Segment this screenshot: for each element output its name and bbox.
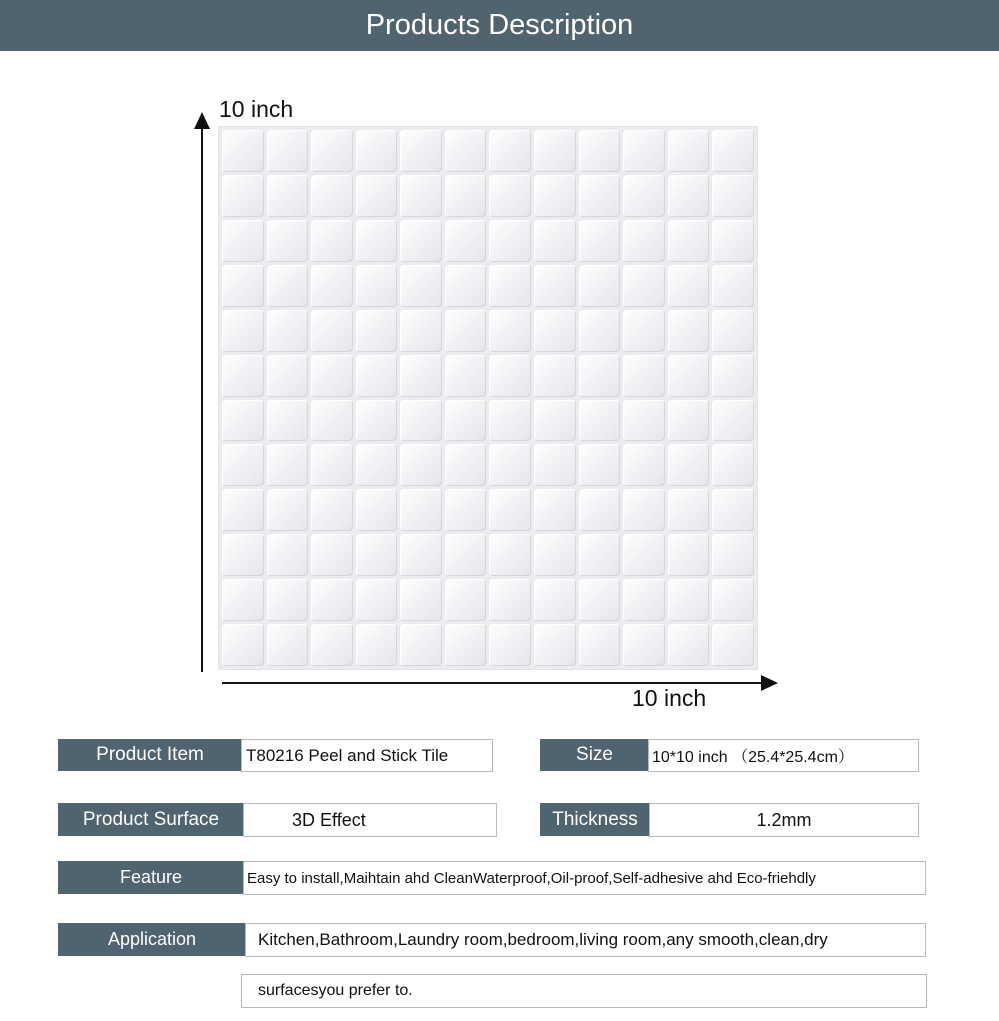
tile-cell: [534, 310, 576, 352]
header-banner: [0, 0, 999, 51]
tile-cell: [668, 130, 710, 172]
tile-cell: [356, 624, 398, 666]
tile-cell: [668, 534, 710, 576]
application-value-line2: [241, 974, 927, 1008]
tile-cell: [489, 175, 531, 217]
product-surface-label-text: Product Surface: [82, 808, 220, 830]
application-value-line1-text: Kitchen,Bathroom,Laundry room,bedroom,living room,any smooth,clean,dry: [258, 930, 828, 949]
tile-cell: [311, 355, 353, 397]
tile-cell: [712, 400, 754, 442]
thickness-value-text: 1.2mm: [756, 809, 812, 830]
tile-product-image: [218, 126, 758, 670]
tile-cell: [267, 579, 309, 621]
tile-cell: [579, 175, 621, 217]
tile-cell: [712, 220, 754, 262]
tile-cell: [311, 579, 353, 621]
tile-cell: [534, 489, 576, 531]
tile-cell: [712, 175, 754, 217]
tile-cell: [445, 175, 487, 217]
product-surface-value-text: 3D Effect: [292, 809, 366, 830]
tile-cell: [311, 624, 353, 666]
feature-value: [243, 861, 926, 895]
tile-cell: [668, 489, 710, 531]
vertical-dimension-label: 10 inch: [219, 96, 294, 122]
tile-cell: [267, 355, 309, 397]
tile-cell: [445, 400, 487, 442]
tile-cell: [579, 355, 621, 397]
product-item-value: [241, 739, 493, 772]
tile-cell: [222, 489, 264, 531]
tile-cell: [400, 534, 442, 576]
application-value-line1: [245, 923, 926, 957]
tile-cell: [356, 175, 398, 217]
product-surface-value: [243, 803, 497, 837]
tile-cell: [534, 624, 576, 666]
tile-cell: [356, 265, 398, 307]
tile-cell: [311, 310, 353, 352]
feature-label: [58, 861, 244, 894]
tile-cell: [623, 175, 665, 217]
tile-cell: [311, 400, 353, 442]
tile-cell: [356, 310, 398, 352]
tile-cell: [489, 624, 531, 666]
tile-cell: [222, 444, 264, 486]
size-label: [540, 739, 649, 771]
tile-cell: [445, 355, 487, 397]
tile-cell: [356, 444, 398, 486]
tile-cell: [222, 175, 264, 217]
tile-cell: [489, 310, 531, 352]
tile-cell: [311, 489, 353, 531]
tile-cell: [267, 265, 309, 307]
tile-cell: [267, 534, 309, 576]
tile-cell: [311, 130, 353, 172]
tile-cell: [623, 624, 665, 666]
tile-cell: [445, 534, 487, 576]
tile-cell: [668, 265, 710, 307]
size-value: [648, 739, 919, 772]
tile-cell: [534, 220, 576, 262]
tile-cell: [356, 355, 398, 397]
thickness-value: [649, 803, 919, 837]
product-item-value-text: T80216 Peel and Stick Tile: [246, 745, 449, 765]
tile-cell: [311, 534, 353, 576]
tile-cell: [445, 220, 487, 262]
tile-cell: [445, 444, 487, 486]
tile-cell: [267, 400, 309, 442]
tile-cell: [222, 534, 264, 576]
tile-cell: [267, 220, 309, 262]
tile-cell: [356, 489, 398, 531]
horizontal-arrow-head-icon: [761, 675, 778, 691]
tile-cell: [489, 534, 531, 576]
size-label-text: Size: [576, 744, 613, 765]
tile-cell: [445, 265, 487, 307]
tile-cell: [668, 624, 710, 666]
tile-cell: [267, 310, 309, 352]
tile-cell: [712, 130, 754, 172]
tile-cell: [267, 175, 309, 217]
tile-cell: [400, 400, 442, 442]
tile-cell: [311, 265, 353, 307]
tile-cell: [222, 310, 264, 352]
tile-cell: [267, 130, 309, 172]
tile-cell: [222, 355, 264, 397]
tile-cell: [579, 400, 621, 442]
tile-cell: [489, 130, 531, 172]
tile-cell: [400, 265, 442, 307]
tile-cell: [356, 534, 398, 576]
product-item-label-text: Product Item: [96, 744, 204, 765]
tile-cell: [356, 579, 398, 621]
tile-cell: [623, 220, 665, 262]
tile-cell: [534, 534, 576, 576]
tile-cell: [579, 220, 621, 262]
tile-cell: [579, 444, 621, 486]
tile-cell: [445, 579, 487, 621]
tile-cell: [400, 579, 442, 621]
tile-cell: [489, 400, 531, 442]
feature-value-text: Easy to install,Maihtain ahd CleanWaterproof,Oil-proof,Self-adhesive ahd Eco-friehdly: [247, 869, 816, 887]
tile-cell: [534, 355, 576, 397]
tile-cell: [579, 624, 621, 666]
tile-cell: [668, 310, 710, 352]
tile-cell: [222, 579, 264, 621]
application-label: [58, 923, 246, 956]
vertical-arrow-head-icon: [194, 112, 210, 129]
tile-cell: [712, 355, 754, 397]
tile-cell: [222, 265, 264, 307]
tile-cell: [267, 489, 309, 531]
tile-cell: [222, 624, 264, 666]
product-item-label: [58, 739, 242, 771]
tile-cell: [222, 130, 264, 172]
tile-cell: [579, 130, 621, 172]
tile-cell: [623, 579, 665, 621]
tile-cell: [534, 579, 576, 621]
tile-cell: [400, 355, 442, 397]
tile-cell: [623, 534, 665, 576]
tile-cell: [579, 534, 621, 576]
tile-cell: [356, 220, 398, 262]
tile-cell: [489, 579, 531, 621]
tile-cell: [668, 444, 710, 486]
tile-cell: [712, 444, 754, 486]
size-value-text: 10*10 inch （25.4*25.4cm）: [652, 749, 854, 766]
tile-cell: [311, 220, 353, 262]
tile-cell: [489, 220, 531, 262]
tile-cell: [712, 310, 754, 352]
tile-cell: [400, 489, 442, 531]
tile-cell: [311, 444, 353, 486]
tile-cell: [400, 444, 442, 486]
tile-cell: [668, 579, 710, 621]
tile-cell: [267, 624, 309, 666]
tile-cell: [623, 265, 665, 307]
tile-cell: [400, 175, 442, 217]
tile-cell: [668, 220, 710, 262]
tile-cell: [356, 130, 398, 172]
tile-cell: [400, 130, 442, 172]
tile-cell: [623, 400, 665, 442]
tile-cell: [311, 175, 353, 217]
feature-label-text: Feature: [119, 867, 183, 887]
tile-cell: [579, 310, 621, 352]
tile-cell: [579, 489, 621, 531]
tile-cell: [712, 265, 754, 307]
tile-cell: [623, 489, 665, 531]
thickness-label: [540, 803, 650, 836]
page-title: Products Description: [365, 9, 634, 41]
tile-cell: [623, 310, 665, 352]
tile-cell: [445, 310, 487, 352]
tile-cell: [222, 400, 264, 442]
tile-cell: [267, 444, 309, 486]
thickness-label-text: Thickness: [552, 808, 638, 830]
tile-cell: [445, 624, 487, 666]
application-value-line2-text: surfacesyou prefer to.: [258, 982, 413, 999]
tile-cell: [534, 175, 576, 217]
tile-cell: [534, 400, 576, 442]
tile-cell: [712, 489, 754, 531]
application-label-text: Application: [107, 929, 197, 949]
tile-cell: [400, 310, 442, 352]
tile-cell: [222, 220, 264, 262]
tile-cell: [489, 265, 531, 307]
tile-cell: [712, 579, 754, 621]
tile-cell: [489, 444, 531, 486]
tile-cell: [445, 130, 487, 172]
tile-cell: [400, 220, 442, 262]
tile-cell: [712, 624, 754, 666]
tile-cell: [489, 355, 531, 397]
tile-cell: [623, 130, 665, 172]
tile-cell: [400, 624, 442, 666]
tile-cell: [356, 400, 398, 442]
tile-cell: [445, 489, 487, 531]
tile-cell: [712, 534, 754, 576]
tile-cell: [668, 400, 710, 442]
tile-cell: [534, 444, 576, 486]
horizontal-dimension-label: 10 inch: [632, 685, 707, 711]
tile-cell: [489, 489, 531, 531]
tile-cell: [579, 579, 621, 621]
tile-cell: [623, 444, 665, 486]
tile-cell: [534, 130, 576, 172]
tile-cell: [623, 355, 665, 397]
tile-cell: [579, 265, 621, 307]
tile-cell: [668, 355, 710, 397]
product-surface-label: [58, 803, 244, 836]
tile-cell: [534, 265, 576, 307]
tile-cell: [668, 175, 710, 217]
